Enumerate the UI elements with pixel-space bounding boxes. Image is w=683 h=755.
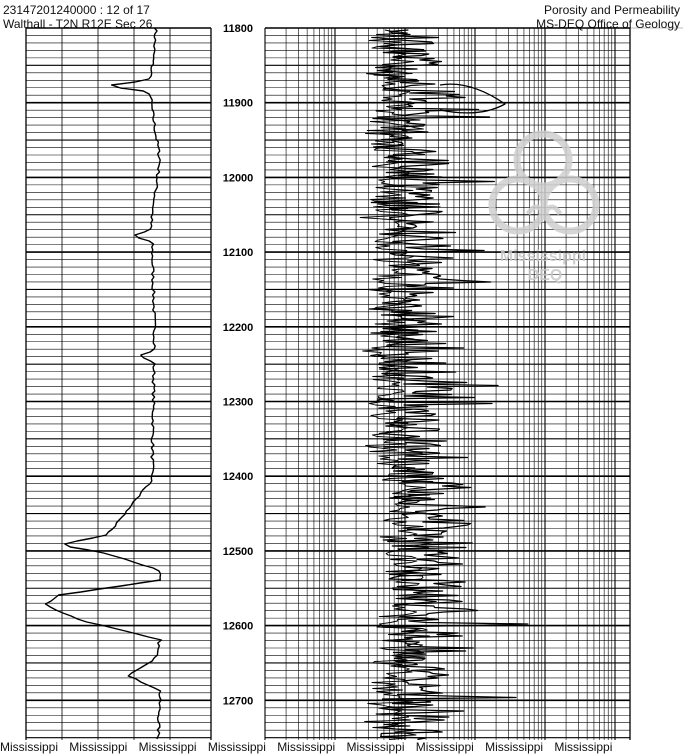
- right-track-grid: [265, 28, 683, 740]
- footer-item: Mississippi: [0, 740, 59, 754]
- footer-item: Mississippi: [277, 740, 336, 754]
- left-track-grid: [26, 28, 211, 740]
- footer-item: Mississippi: [207, 740, 266, 754]
- footer-item: Mississippi: [346, 740, 405, 754]
- footer-item: Mississippi: [69, 740, 128, 754]
- footer-item: Mississippi: [554, 740, 613, 754]
- log-title-label: Porosity and Permeability: [543, 3, 680, 17]
- depth-label: 12600: [222, 620, 254, 633]
- watermark-line1: Mississippi: [499, 248, 587, 265]
- depth-label: 12700: [222, 695, 254, 708]
- footer-watermark-strip: [0, 740, 683, 755]
- depth-label: 12100: [222, 247, 254, 260]
- footer-item: Mississippi: [485, 740, 544, 754]
- mississippi-deq-watermark: [492, 134, 596, 284]
- well-location-label: Walthall - T2N R12E Sec 26: [3, 17, 153, 31]
- depth-track: [223, 23, 254, 707]
- depth-label: 12400: [222, 471, 254, 484]
- agency-label: MS-DEQ Office of Geology: [536, 17, 680, 31]
- depth-label: 11800: [223, 23, 253, 35]
- depth-label: 11900: [223, 97, 253, 110]
- depth-label: 12500: [222, 545, 254, 558]
- footer-item: Mississippi: [415, 740, 474, 754]
- depth-label: 12300: [222, 396, 254, 409]
- footer-item: Mississippi: [138, 740, 197, 754]
- well-id-page-label: 23147201240000 : 12 of 17: [3, 3, 150, 17]
- depth-label: 12200: [222, 321, 254, 334]
- depth-label: 12000: [222, 172, 254, 185]
- watermark-line2: DEQ: [527, 267, 563, 284]
